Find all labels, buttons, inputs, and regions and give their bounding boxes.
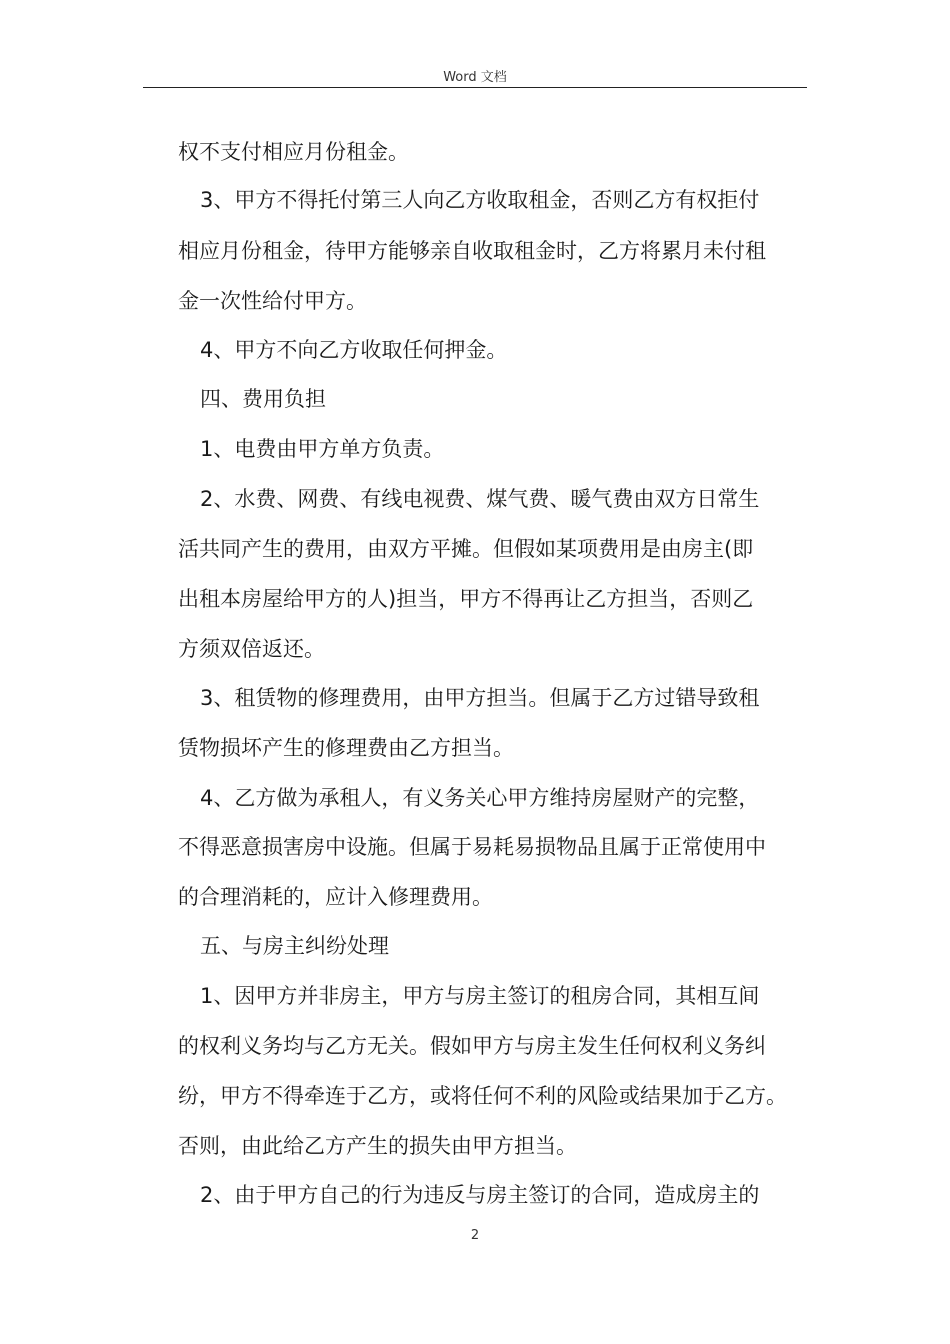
body-line: 2、水费、网费、有线电视费、煤气费、暖气费由双方日常生 — [200, 487, 760, 511]
body-line: 权不支付相应月份租金。 — [178, 140, 409, 164]
body-line: 1、因甲方并非房主，甲方与房主签订的租房合同，其相互间 — [200, 984, 760, 1008]
body-line: 的权利义务均与乙方无关。假如甲方与房主发生任何权利义务纠 — [178, 1034, 766, 1058]
body-line: 4、乙方做为承租人，有义务关心甲方维持房屋财产的完整， — [200, 786, 760, 810]
page-header-title: Word 文档 — [443, 70, 507, 85]
body-line: 活共同产生的费用，由双方平摊。但假如某项费用是由房主(即 — [178, 537, 754, 561]
body-line: 金一次性给付甲方。 — [178, 289, 367, 313]
page-number: 2 — [470, 1228, 480, 1243]
body-line: 方须双倍返还。 — [178, 637, 325, 661]
section-heading: 四、费用负担 — [200, 387, 326, 411]
body-line: 的合理消耗的，应计入修理费用。 — [178, 885, 493, 909]
body-line: 出租本房屋给甲方的人)担当，甲方不得再让乙方担当，否则乙 — [178, 587, 754, 611]
body-line: 否则，由此给乙方产生的损失由甲方担当。 — [178, 1134, 577, 1158]
body-line: 1、电费由甲方单方负责。 — [200, 437, 445, 461]
body-line: 3、甲方不得托付第三人向乙方收取租金，否则乙方有权拒付 — [200, 188, 760, 212]
body-line: 3、租赁物的修理费用，由甲方担当。但属于乙方过错导致租 — [200, 686, 760, 710]
body-line: 纷，甲方不得牵连于乙方，或将任何不利的风险或结果加于乙方。 — [178, 1084, 787, 1108]
body-line: 相应月份租金，待甲方能够亲自收取租金时，乙方将累月未付租 — [178, 239, 766, 263]
header-divider — [143, 87, 807, 88]
body-line: 不得恶意损害房中设施。但属于易耗易损物品且属于正常使用中 — [178, 835, 766, 859]
body-line: 4、甲方不向乙方收取任何押金。 — [200, 338, 508, 362]
body-line: 2、由于甲方自己的行为违反与房主签订的合同，造成房主的 — [200, 1183, 760, 1207]
body-line: 赁物损坏产生的修理费由乙方担当。 — [178, 736, 514, 760]
section-heading: 五、与房主纠纷处理 — [200, 934, 389, 958]
